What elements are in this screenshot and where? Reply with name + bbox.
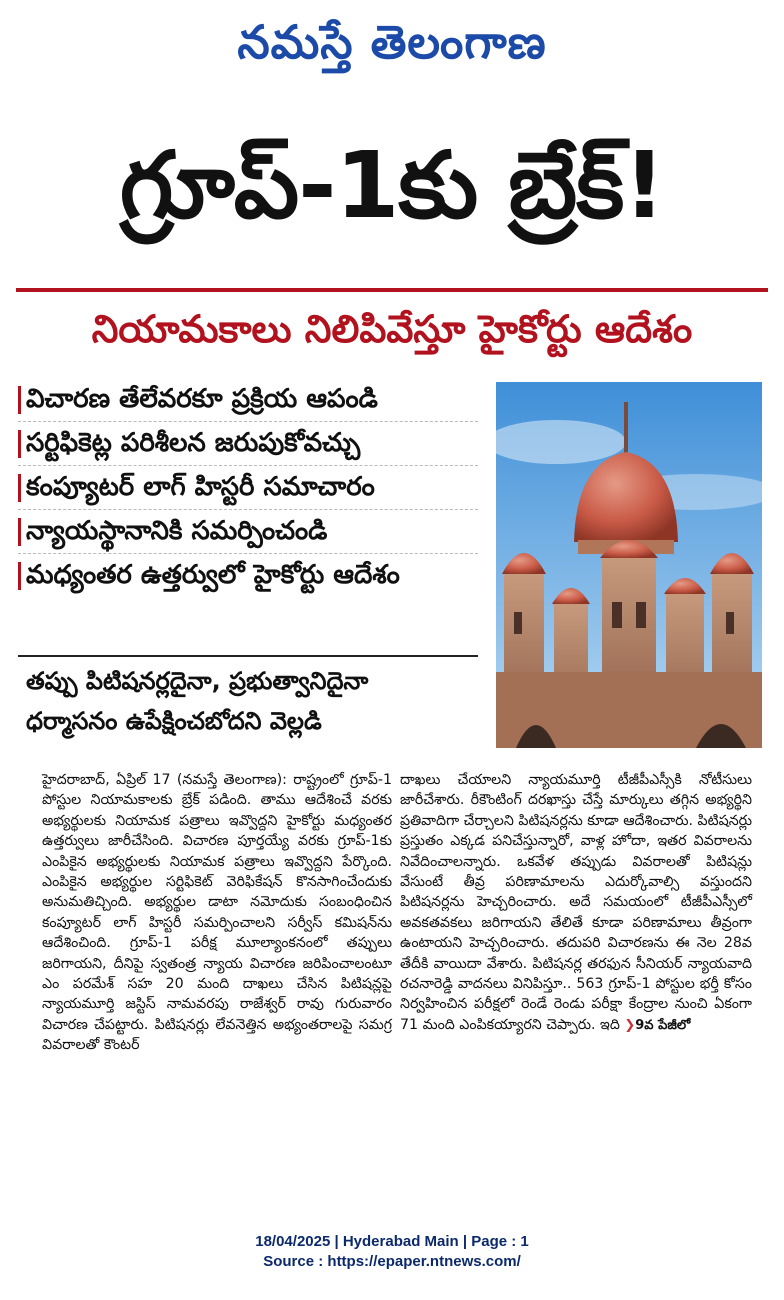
continued-on-page: ❯9వ పేజీలో [624, 1017, 691, 1033]
source-url[interactable]: Source : https://epaper.ntnews.com/ [263, 1253, 521, 1270]
highlight-item: సర్టిఫికెట్ల పరిశీలన జరుపుకోవచ్చు [18, 422, 478, 466]
headline-text: గ్రూప్-1కు బ్రేక్! [119, 132, 665, 239]
secondary-highlight-item: తప్పు పిటిషనర్లదైనా, ప్రభుత్వానిదైనా [26, 667, 369, 695]
highlight-marker [18, 518, 21, 546]
secondary-highlight-item: ధర్మాసనం ఉపేక్షించబోదని వెల్లడి [26, 707, 322, 735]
highlight-marker [18, 562, 21, 590]
subheadline-block [16, 288, 768, 362]
edition-info: 18/04/2025 | Hyderabad Main | Page : 1 [255, 1233, 529, 1250]
highlight-marker [18, 430, 21, 458]
subheadline: నియామకాలు నిలిపివేస్తూ హైకోర్టు ఆదేశం [91, 307, 693, 351]
article-text: హైదరాబాద్, ఏప్రిల్ 17 (నమస్తే తెలంగాణ): రాష్ట్రంలో గ్రూప్-1 పోస్టుల నియామకాలకు బ్రేక్ పడింది. తాము ఆదేశించే వరకు అభ్యర్థులకు నియామక పత్రాలు ఇవ్వొద్దని హైకోర్టు మధ్యంతర ఉత్తర్వులు జారీచేసింది. విచారణ పూర్తయ్యే వరకు గ్రూప్-1కు ఎంపికైన అభ్యర్థులకు నియామక పత్రాలు ఇవ్వొద్దని పేర్కొంది. ఎంపికైన అభ్యర్థుల సర్టిఫికెట్ వెరిఫికేషన్ కొనసాగించేందుకు అనుమతిచ్చింది. అభ్యర్థుల డాటా నమోదుకు సంబంధించిన కంప్యూటర్ లాగ్ హిస్టరీ సమర్పించాలని సర్వీస్ కమిషన్‌ను ఆదేశించింది. గ్రూప్-1 పరీక్ష మూల్యాంకనంలో తప్పులు జరిగాయని, దీనిపై స్వతంత్ర న్యాయ విచారణ జరిపించాలంటూ ఎం పరమేశ్ సహ 20 మంది దాఖలు చేసిన పిటిషన్లపై న్యాయమూర్తి జస్టిస్ నామవరపు రాజేశ్వర్ రావు గురువారం విచారణ చేపట్టారు. పిటిషనర్లు లేవనెత్తిన అభ్యంతరాలపై సమగ్ర వివరాలతో కౌంటర్ [42, 772, 392, 1054]
high-court-building-image [496, 382, 762, 748]
arrow-right-icon: ❯ [624, 1017, 636, 1033]
high-court-photo [496, 382, 762, 748]
page-footer [0, 1232, 784, 1272]
highlight-item: న్యాయస్థానానికి సమర్పించండి [18, 510, 478, 554]
highlight-item: మధ్యంతర ఉత్తర్వులో హైకోర్టు ఆదేశం [18, 554, 478, 597]
masthead [0, 6, 784, 78]
highlight-item: కంప్యూటర్ లాగ్ హిస్టరీ సమాచారం [18, 466, 478, 510]
main-headline [10, 122, 774, 250]
article-column-1 [42, 770, 392, 1056]
newspaper-title: నమస్తే తెలంగాణ [237, 15, 547, 69]
highlight-marker [18, 474, 21, 502]
highlights-list [18, 378, 478, 597]
secondary-highlights [18, 655, 478, 741]
article-column-2 [400, 770, 752, 1036]
highlight-item: విచారణ తేలేవరకూ ప్రక్రియ ఆపండి [18, 378, 478, 422]
article-text: దాఖలు చేయాలని న్యాయమూర్తి టీజీపీఎస్సీకి నోటీసులు జారీచేశారు. రీకౌంటింగ్ దరఖాస్తు చేస్తే మార్కులు తగ్గిన అభ్యర్థిని ప్రతివాదిగా చేర్చాలని పిటిషనర్లను కూడా ఆదేశించారు. పిటిషనర్లు ప్రస్తుతం ఎక్కడ పనిచేస్తున్నారో, వాళ్ల హోదా, ఇతర వివరాలను నివేదించాలన్నారు. ఒకవేళ తప్పుడు వివరాలతో పిటిషన్లు వేసుంటే తీవ్ర పరిణామాలను ఎదుర్కోవాల్సి వస్తుందని పిటిషనర్లను హెచ్చరించారు. అదే సమయంలో టీజీపీఎస్సీలో అవకతవకలు జరిగాయని తేలితే కూడా పరిణామాలు తీవ్రంగా ఉంటాయని హెచ్చరించారు. తదుపరి విచారణను ఈ నెల 28వ తేదీకి వాయిదా వేశారు. పిటిషనర్ల తరఫున సీనియర్ న్యాయవాది రచనారెడ్డి వాదనలు వినిపిస్తూ.. 563 గ్రూప్-1 పోస్టుల భర్తీ కోసం నిర్వహించిన పరీక్షలో రెండే రెండు పరీక్షా కేంద్రాల నుంచి ఏకంగా 71 మంది ఎంపికయ్యారని చెప్పారు. ఇది ❯9వ పేజీలో [400, 770, 752, 1036]
highlight-marker [18, 386, 21, 414]
